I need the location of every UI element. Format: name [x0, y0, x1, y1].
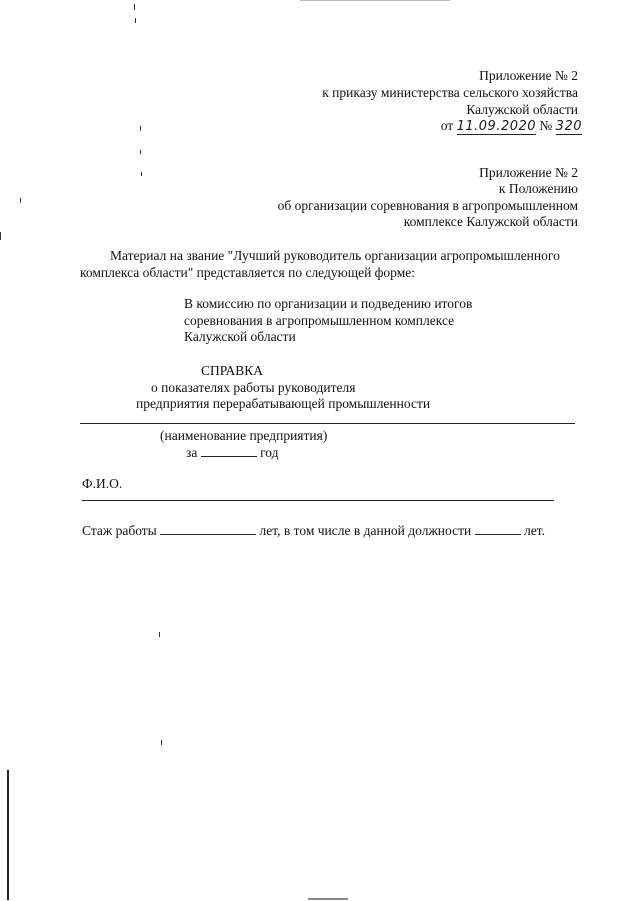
region-name: Калужской области — [466, 102, 578, 117]
addressee-line-1: В комиссию по организации и подведению итогов — [184, 296, 473, 311]
order-number-handwritten: 320 — [555, 119, 582, 134]
experience-position-field[interactable] — [475, 522, 521, 535]
experience-suffix: лет. — [523, 523, 545, 538]
regulation-subject-2: комплексе Калужской области — [403, 214, 578, 229]
scan-speck — [141, 172, 142, 176]
certificate-subtitle-1: о показателях работы руководителя — [151, 380, 356, 395]
addressee-line-2: соревнования в агропромышленном комплексе — [184, 313, 455, 328]
order-date-handwritten: 11.09.2020 — [456, 119, 537, 134]
appendix-title: Приложение № 2 — [479, 68, 578, 83]
scan-speck — [0, 232, 1, 240]
period-suffix: год — [260, 445, 279, 460]
addressee-line-3: Калужской области — [184, 329, 296, 344]
fio-field[interactable] — [82, 500, 554, 501]
appendix-title-2: Приложение № 2 — [479, 165, 578, 180]
scan-speck — [140, 150, 141, 154]
scan-bottom-mark — [308, 898, 348, 900]
intro-line-2: комплекса области" представляется по следующей форме: — [80, 265, 416, 280]
intro-line-1: Материал на звание "Лучший руководитель организации агропромышленного — [110, 248, 560, 263]
order-reference: к приказу министерства сельского хозяйства — [322, 85, 578, 100]
scan-edge-line — [7, 770, 9, 900]
date-prefix: от — [440, 118, 454, 133]
certificate-title: СПРАВКА — [201, 363, 264, 378]
period-year-field[interactable] — [201, 444, 257, 457]
experience-mid: лет, в том числе в данной должности — [259, 523, 472, 538]
certificate-subtitle-2: предприятия перерабатывающей промышленности — [136, 396, 431, 411]
period-line — [186, 444, 279, 461]
number-label: № — [539, 118, 553, 133]
fio-label: Ф.И.О. — [82, 476, 123, 491]
scan-speck — [20, 198, 21, 203]
experience-total-field[interactable] — [160, 522, 256, 535]
order-date-line — [441, 118, 582, 135]
regulation-subject-1: об организации соревнования в агропромышленном — [277, 198, 578, 213]
scan-top-edge — [300, 0, 450, 1]
experience-label: Стаж работы — [82, 523, 157, 538]
scan-speck — [134, 4, 135, 10]
scan-speck — [159, 632, 160, 637]
scan-speck — [161, 740, 162, 745]
scan-speck — [135, 18, 136, 23]
experience-line — [82, 522, 545, 539]
period-prefix: за — [186, 445, 198, 460]
enterprise-caption: (наименование предприятия) — [160, 428, 328, 443]
scan-speck — [140, 126, 141, 131]
regulation-reference: к Положению — [498, 181, 578, 196]
enterprise-name-line[interactable] — [80, 423, 575, 424]
